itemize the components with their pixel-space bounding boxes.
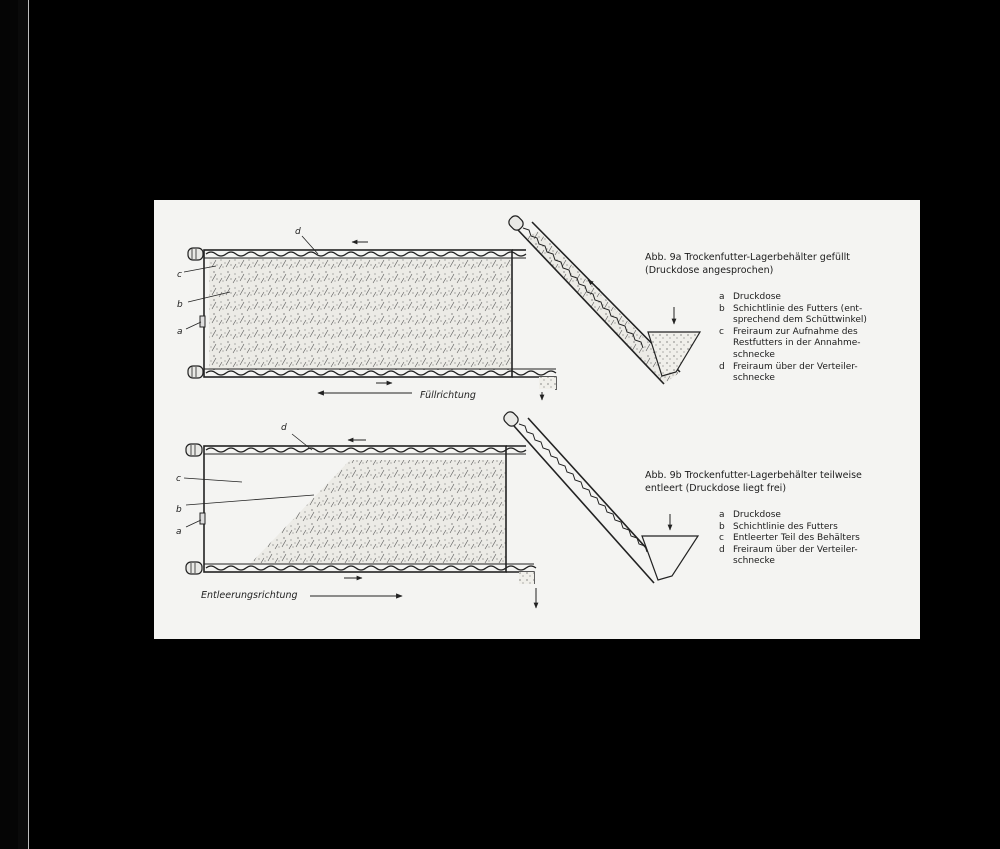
direction-label-9a: Füllrichtung: [420, 390, 476, 401]
pressure-sensor-a: [200, 316, 205, 327]
figure-9a: [177, 214, 700, 401]
legend-9b: [719, 510, 919, 568]
legend-9a-item-c: c Freiraum zur Aufnahme des Restfutters in der Annahme- schnecke: [719, 326, 861, 360]
pressure-sensor-b: [200, 513, 205, 524]
caption-9b-title: Abb. 9b Trockenfutter-Lagerbehälter teilweise: [645, 470, 862, 481]
label-c-9a: c: [177, 270, 182, 280]
inclined-conveyor-a: [507, 214, 680, 384]
feed-fill-a: [209, 258, 511, 370]
legend-9b-item-c: c Entleerter Teil des Behälters: [719, 533, 860, 544]
legend-9b-item-d: d Freiraum über der Verteiler- schnecke: [719, 544, 858, 567]
caption-9a-sub: (Druckdose angesprochen): [645, 264, 774, 276]
legend-9a: [719, 292, 919, 385]
bottom-screw-b: [206, 566, 536, 570]
legend-9b-item-a: a Druckdose: [719, 510, 781, 520]
motor-bottom-b: [186, 562, 202, 574]
caption-9a-title: Abb. 9a Trockenfutter-Lagerbehälter gefüllt: [645, 252, 851, 263]
label-c-9b: c: [176, 474, 181, 484]
motor-top-b: [186, 444, 202, 456]
film-perforation-strip: [18, 0, 29, 849]
caption-9a: [645, 252, 915, 277]
bottom-screw-a: [206, 371, 556, 375]
label-b-9a: b: [177, 300, 183, 310]
inclined-conveyor-b: [502, 410, 668, 583]
motor-top-a: [188, 248, 203, 260]
legend-9a-item-b: b Schichtlinie des Futters (ent- sprechend dem Schüttwinkel): [719, 303, 867, 326]
caption-9b: [645, 470, 915, 495]
label-a-9b: a: [176, 527, 182, 537]
top-screw-a: [206, 252, 526, 256]
legend-9b-item-b: b Schichtlinie des Futters: [719, 521, 838, 532]
figure-9b: [176, 410, 698, 608]
label-a-9a: a: [177, 327, 183, 337]
legend-9a-item-d: d Freiraum über der Verteiler- schnecke: [719, 361, 858, 384]
slide-frame: [154, 200, 920, 639]
caption-9b-sub: entleert (Druckdose liegt frei): [645, 482, 787, 494]
label-d-9b: d: [281, 423, 287, 433]
label-b-9b: b: [176, 505, 182, 515]
direction-label-9b: Entleerungsrichtung: [201, 590, 298, 601]
top-screw-b: [206, 448, 526, 452]
legend-9a-item-a: a Druckdose: [719, 292, 781, 302]
film-edge-left: [0, 0, 18, 849]
motor-bottom-a: [188, 366, 203, 378]
label-d-9a: d: [295, 227, 301, 237]
intake-hopper-b: [642, 536, 698, 580]
